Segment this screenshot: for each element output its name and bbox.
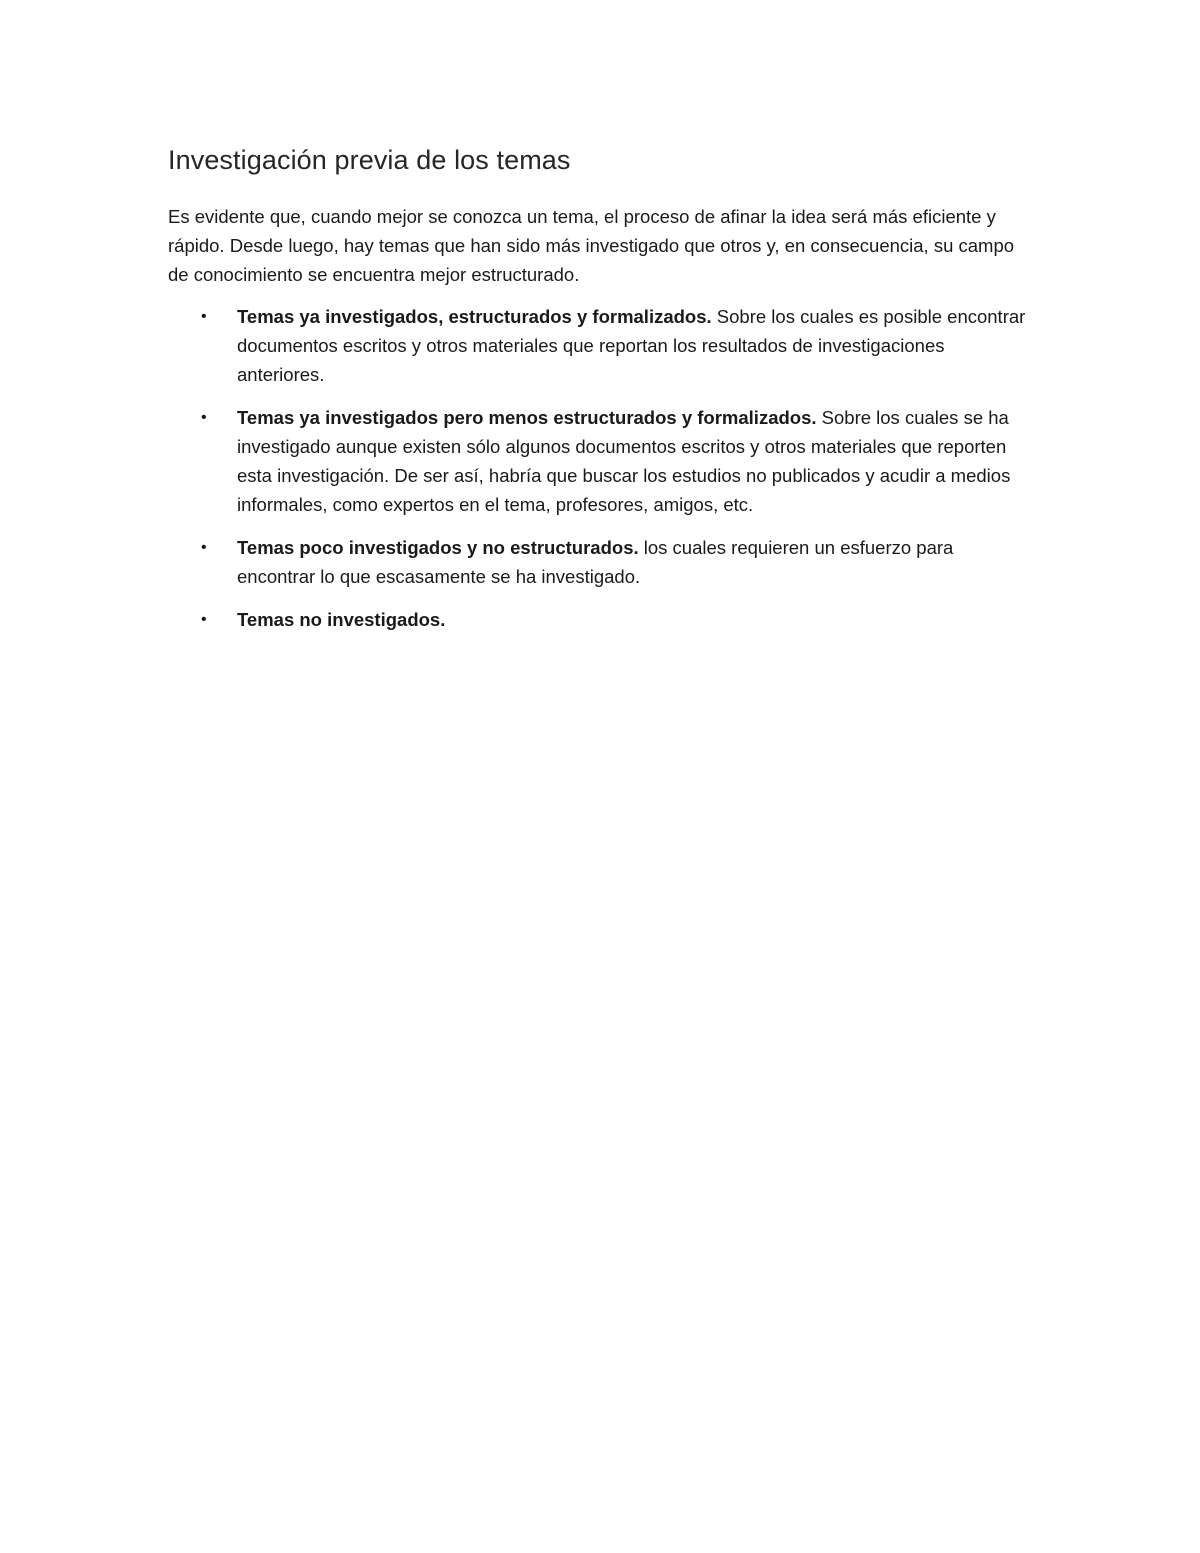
bullet-text: Sobre los cuales se ha investigado aunque existen sólo algunos documentos escritos y otros materiales que reporten esta investigación. De ser así, habría que buscar los estudios no publicados y acudir a medios informales, como expertos en el tema, profesores, amigos, etc.	[237, 407, 1011, 515]
bullet-bold-lead: Temas ya investigados, estructurados y formalizados.	[237, 306, 712, 327]
bullet-icon: •	[201, 539, 207, 556]
section-heading: Investigación previa de los temas	[168, 145, 571, 175]
bullet-icon: •	[201, 611, 207, 628]
bullet-text: Sobre los cuales es posible encontrar documentos escritos y otros materiales que reportan los resultados de investigaciones anteriores.	[237, 306, 1026, 385]
bullet-bold-lead: Temas poco investigados y no estructurados.	[237, 537, 639, 558]
bullet-text: los cuales requieren un esfuerzo para encontrar lo que escasamente se ha investigado.	[237, 537, 954, 587]
intro-paragraph: Es evidente que, cuando mejor se conozca un tema, el proceso de afinar la idea será más eficiente y rápido. Desde luego, hay temas que han sido más investigado que otros y, en consecuencia, su campo de conocimiento se encuentra mejor estructurado.	[168, 206, 1015, 285]
bullet-item	[168, 302, 1027, 389]
bullet-bold-lead: Temas no investigados.	[237, 609, 446, 630]
bullet-item	[168, 605, 1027, 634]
bullet-icon: •	[201, 308, 207, 325]
bullet-bold-lead: Temas ya investigados pero menos estructurados y formalizados.	[237, 407, 817, 428]
document-content	[168, 140, 1038, 648]
bullet-item	[168, 403, 1027, 519]
bullet-item	[168, 533, 1027, 591]
bullet-icon: •	[201, 409, 207, 426]
topic-bullet-list	[168, 302, 1038, 634]
